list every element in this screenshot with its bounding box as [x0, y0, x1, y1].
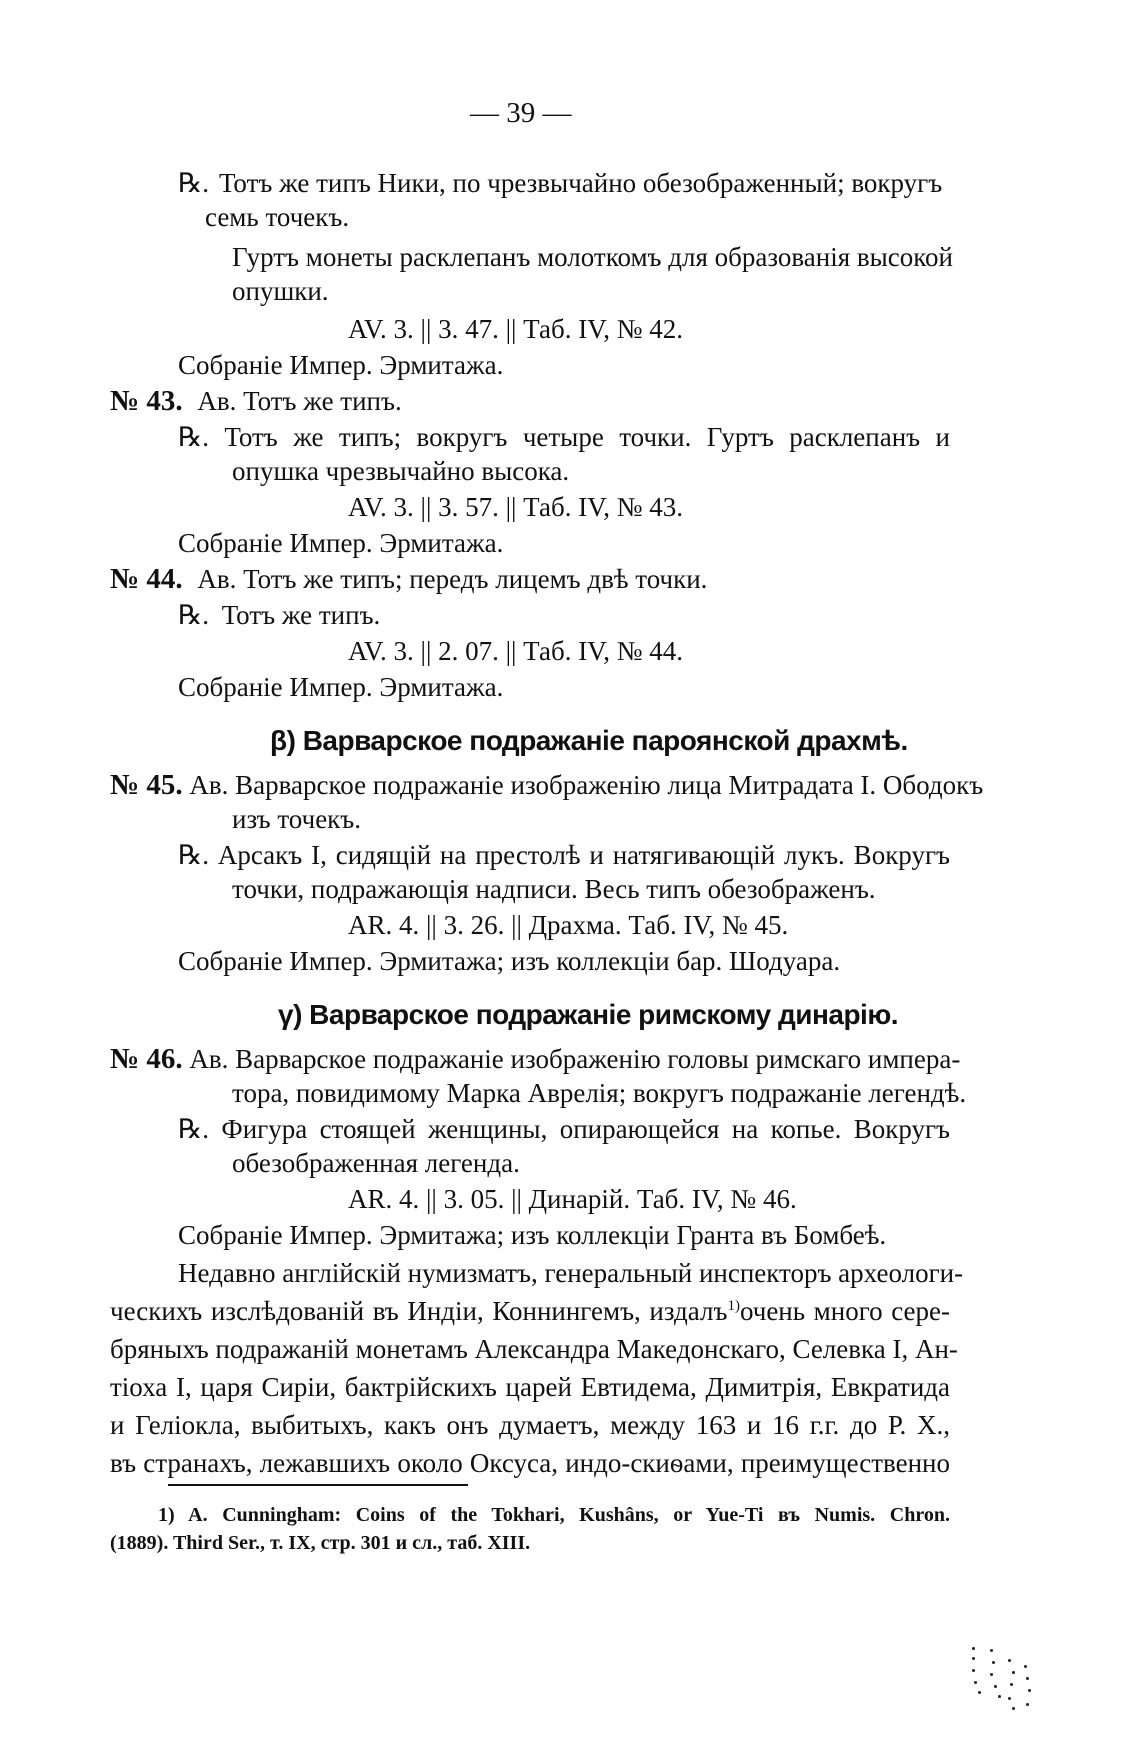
line-26: AR. 4. || 3. 05. || Динарій. Таб. IV, № 46. — [348, 1184, 797, 1214]
line-4: опушки. — [232, 276, 329, 306]
paragraph-line-5: и Геліокла, выбитыхъ, какъ онъ думаетъ, между 163 и 16 г.г. до Р. Х., — [110, 1410, 950, 1440]
line-24: ℞. Фигура стоящей женщины, опирающейся на копье. Вокругъ — [178, 1114, 951, 1144]
section-heading-beta: β) Варварское подражаніе пароянской драхмѣ. — [270, 725, 908, 756]
paragraph-line-4: тіоха I, царя Сиріи, бактрійскихъ царей Евтидема, Димитрія, Евкратида — [110, 1372, 950, 1402]
paragraph-line-2: ческихъ изслѣдованій въ Индіи, Коннингемъ, издалъ$^{1)}$очень много сере- — [110, 1296, 950, 1326]
recipe-symbol: ℞. — [178, 840, 209, 870]
footnote-line-2: (1889). Third Ser., т. IX, стр. 301 и сл., таб. XIII. — [110, 1532, 531, 1554]
line-21: Собраніе Импер. Эрмитажа; изъ коллекціи бар. Шодуара. — [178, 946, 841, 976]
line-14: AV. 3. || 2. 07. || Таб. IV, № 44. — [348, 636, 683, 666]
line-3: Гуртъ монеты расклепанъ молоткомъ для образованія высокой — [232, 242, 953, 272]
line-7: № 43. Ав. Тотъ же типъ. — [110, 385, 402, 417]
line-17: изъ точекъ. — [232, 804, 362, 834]
paragraph-line-6: въ странахъ, лежавшихъ около Оксуса, индо-скиѳами, преимущественно — [110, 1448, 950, 1478]
footnote-line-1: 1) A. Cunningham: Coins of the Tokhari, Kushâns, or Yue-Ti въ Numis. Chron. — [158, 1504, 950, 1526]
line-27: Собраніе Импер. Эрмитажа; изъ коллекціи Гранта въ Бомбеѣ. — [178, 1220, 887, 1250]
line-2: семь точекъ. — [205, 202, 350, 232]
line-5: AV. 3. || 3. 47. || Таб. IV, № 42. — [348, 314, 683, 344]
recipe-symbol: ℞. — [178, 600, 209, 630]
entry-number: № 43. — [110, 385, 183, 417]
line-9: опушка чрезвычайно высока. — [232, 456, 570, 486]
line-20: AR. 4. || 3. 26. || Драхма. Таб. IV, № 45. — [348, 910, 789, 940]
line-19: точки, подражающія надписи. Весь типъ обезображенъ. — [232, 874, 876, 904]
line-15: Собраніе Импер. Эрмитажа. — [178, 672, 504, 702]
section-heading-gamma: γ) Варварское подражаніе римскому динарію. — [278, 999, 899, 1030]
entry-number: № 44. — [110, 563, 183, 595]
footnote-separator — [168, 1484, 468, 1486]
recipe-symbol: ℞. — [178, 1114, 209, 1144]
line-1: ℞. Тотъ же типъ Ники, по чрезвычайно обезображенный; вокругъ — [178, 168, 943, 198]
footnote-reference: 1) — [727, 1298, 740, 1314]
paragraph-line-1: Недавно англійскій нумизматъ, генеральный инспекторъ археологи- — [178, 1258, 964, 1288]
line-18: ℞. Арсакъ I, сидящій на престолѣ и натягивающій лукъ. Вокругъ — [178, 840, 950, 870]
recipe-symbol: ℞. — [178, 422, 209, 452]
line-23: тора, повидимому Марка Аврелія; вокругъ подражаніе легендѣ. — [232, 1078, 967, 1108]
line-22: № 46. Ав. Варварское подражаніе изображенію головы римскаго импера- — [110, 1043, 961, 1075]
line-6: Собраніе Импер. Эрмитажа. — [178, 350, 504, 380]
library-stamp-dots — [968, 1645, 1038, 1715]
line-10: AV. 3. || 3. 57. || Таб. IV, № 43. — [348, 492, 683, 522]
line-11: Собраніе Импер. Эрмитажа. — [178, 528, 504, 558]
line-16: № 45. Ав. Варварское подражаніе изображенію лица Митрадата I. Ободокъ — [110, 769, 984, 801]
entry-number: № 46. — [110, 1043, 183, 1075]
page-number: — 39 — — [470, 97, 572, 129]
paragraph-line-3: бряныхъ подражаній монетамъ Александра Македонскаго, Селевка I, Ан- — [110, 1334, 958, 1364]
line-13: ℞. Тотъ же типъ. — [178, 600, 381, 630]
line-25: обезображенная легенда. — [232, 1148, 520, 1178]
entry-number: № 45. — [110, 769, 183, 801]
line-8: ℞. Тотъ же типъ; вокругъ четыре точки. Гуртъ расклепанъ и — [178, 422, 950, 452]
line-12: № 44. Ав. Тотъ же типъ; передъ лицемъ двѣ точки. — [110, 563, 708, 595]
recipe-symbol: ℞. — [178, 168, 209, 198]
